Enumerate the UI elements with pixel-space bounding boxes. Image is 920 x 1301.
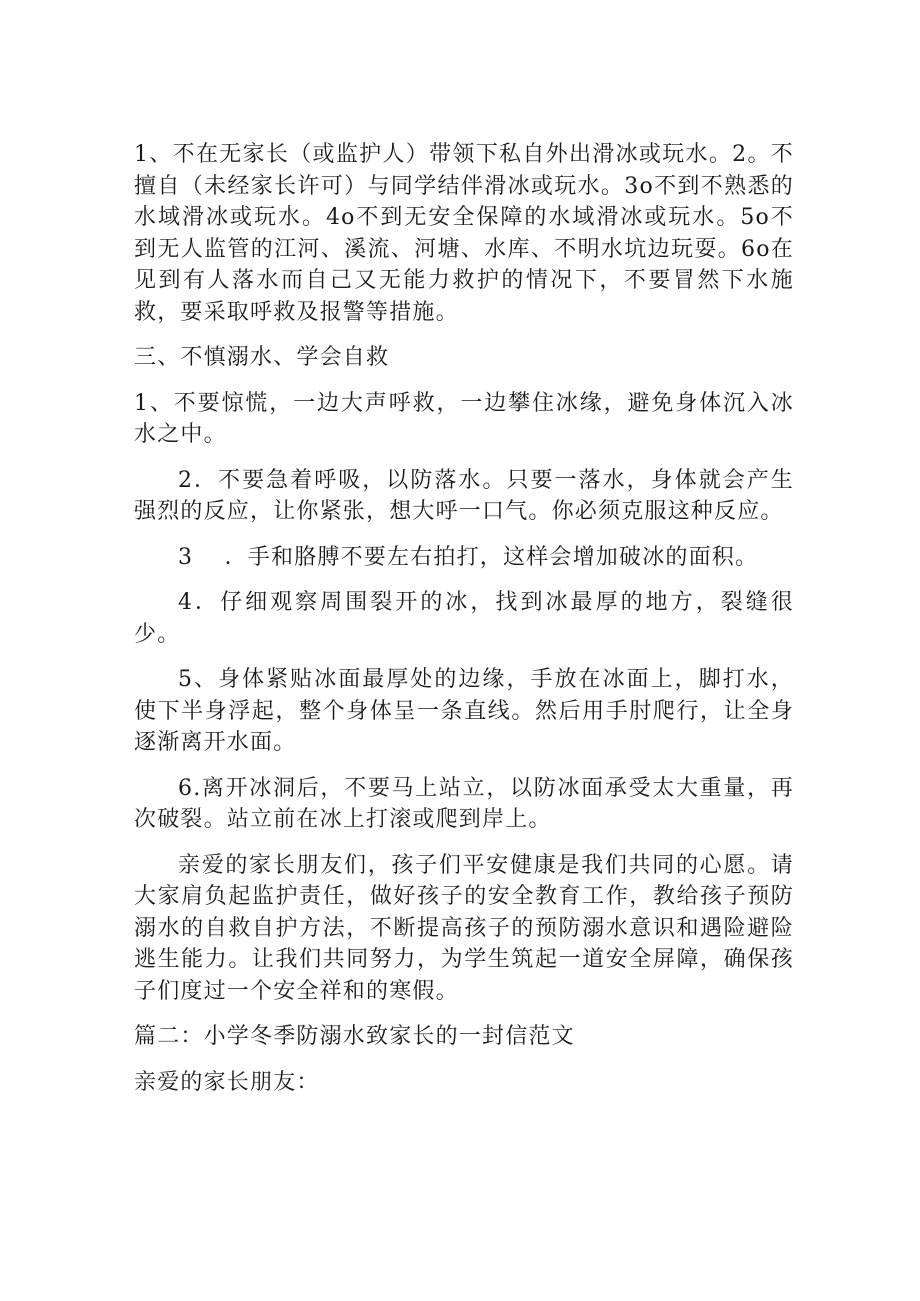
self-rescue-step-4: 4．仔细观察周围裂开的冰，找到冰最厚的地方，裂缝很少。	[134, 590, 794, 647]
self-rescue-step-1: 1、不要惊慌，一边大声呼救，一边攀住冰缘，避免身体沉入冰水之中。	[134, 390, 794, 447]
section-heading-self-rescue: 三、不慎溺水、学会自救	[134, 345, 390, 370]
self-rescue-step-5: 5、身体紧贴冰面最厚处的边缘，手放在冰面上，脚打水，使下半身浮起，整个身体呈一条直线。然后用手肘爬行，让全身逐渐离开水面。	[134, 667, 794, 755]
closing-paragraph: 亲爱的家长朋友们，孩子们平安健康是我们共同的心愿。请大家肩负起监护责任，做好孩子的安全教育工作，教给孩子预防溺水的自救自护方法，不断提高孩子的预防溺水意识和遇险避险逃生能力。让我们共同努力，为学生筑起一道安全屏障，确保孩子们度过一个安全祥和的寒假。	[134, 852, 794, 1004]
letter-salutation: 亲爱的家长朋友：	[134, 1069, 320, 1095]
self-rescue-step-6: 6.离开冰洞后，不要马上站立，以防冰面承受太大重量，再次破裂。站立前在冰上打滚或爬到岸上。	[134, 775, 794, 832]
document-body	[134, 139, 794, 1112]
self-rescue-step-2: 2．不要急着呼吸，以防落水。只要一落水，身体就会产生强烈的反应，让你紧张，想大呼一口气。你必须克服这种反应。	[134, 467, 794, 524]
self-rescue-step-3: 3 ．手和胳膊不要左右拍打，这样会增加破冰的面积。	[178, 544, 759, 570]
part-two-title: 篇二：小学冬季防溺水致家长的一封信范文	[134, 1024, 575, 1049]
safety-rules-paragraph: 1、不在无家长（或监护人）带领下私自外出滑冰或玩水。2。不擅自（未经家长许可）与同学结伴滑冰或玩水。3o不到不熟悉的水域滑冰或玩水。4o不到无安全保障的水域滑冰或玩水。5o不到无人监管的江河、溪流、河塘、水库、不明水坑边玩耍。6o在见到有人落水而自己又无能力救护的情况下，不要冒然下水施救，要采取呼救及报警等措施。	[134, 142, 794, 325]
